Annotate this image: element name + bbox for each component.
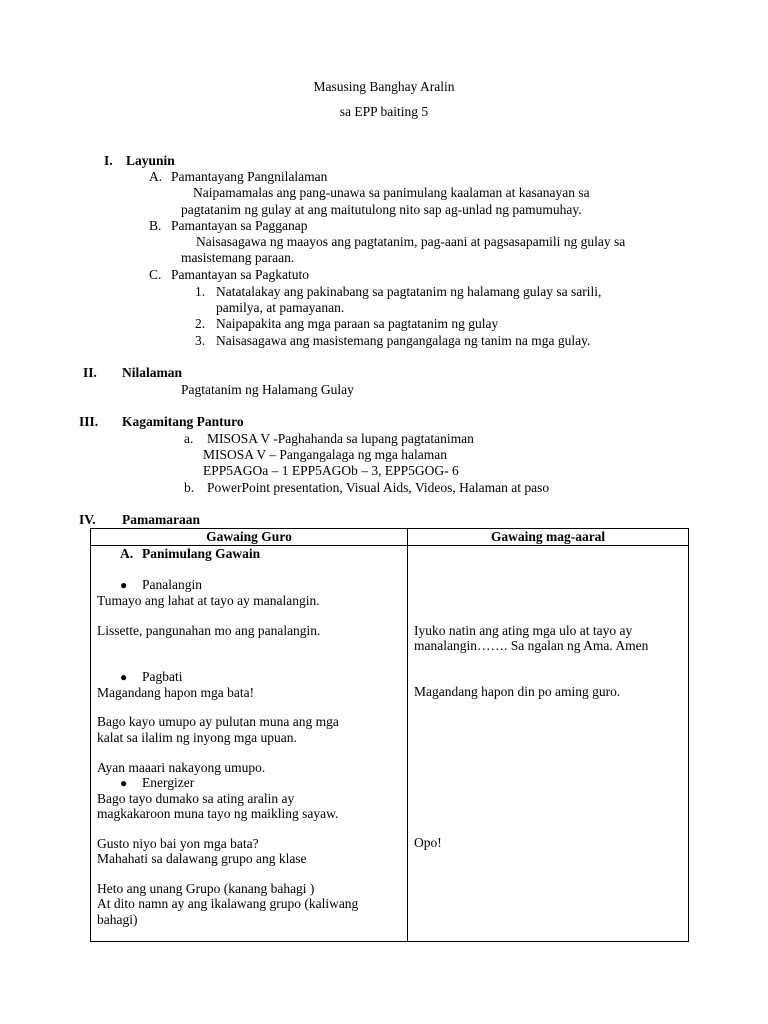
mag-aaral-line: Magandang hapon din po aming guro. — [414, 684, 621, 699]
header-gawaing-guro: Gawaing Guro — [91, 529, 408, 546]
layunin-c3-number: 3. — [195, 333, 206, 348]
guro-sub-heading: Panimulang Gawain — [142, 546, 261, 561]
guro-line: Lissette, pangunahan mo ang panalangin. — [97, 623, 321, 638]
section-heading-kagamitan: Kagamitang Panturo — [122, 414, 244, 429]
guro-line: Tumayo ang lahat at tayo ay manalangin. — [97, 593, 320, 608]
mag-aaral-cell — [408, 546, 689, 942]
guro-bullet-pagbati: Pagbati — [142, 669, 183, 684]
bullet-icon: ● — [120, 776, 128, 790]
guro-line: Heto ang unang Grupo (kanang bahagi ) — [97, 881, 315, 896]
kagamitan-a-line3: EPP5AGOa – 1 EPP5AGOb – 3, EPP5GOG- 6 — [203, 463, 459, 478]
kagamitan-b-letter: b. — [184, 480, 195, 495]
mag-aaral-line: Opo! — [414, 835, 442, 850]
section-number-1: I. — [104, 153, 113, 168]
guro-line: Ayan maaari nakayong umupo. — [97, 760, 266, 775]
layunin-a-letter: A. — [149, 169, 163, 184]
guro-bullet-panalangin: Panalangin — [142, 577, 202, 592]
guro-line: At dito namn ay ang ikalawang grupo (kaliwang — [97, 896, 359, 911]
layunin-a-text-line1: Naipamamalas ang pang-unawa sa panimulang kaalaman at kasanayan sa — [193, 185, 590, 200]
section-number-3: III. — [79, 414, 99, 429]
nilalaman-text: Pagtatanim ng Halamang Gulay — [181, 382, 354, 397]
layunin-c-title: Pamantayan sa Pagkatuto — [171, 267, 309, 282]
guro-line: Bago kayo umupo ay pulutan muna ang mga — [97, 714, 339, 729]
guro-line: Mahahati sa dalawang grupo ang klase — [97, 851, 307, 866]
guro-line: magkakaroon muna tayo ng maikling sayaw. — [97, 806, 339, 821]
guro-line: Bago tayo dumako sa ating aralin ay — [97, 791, 295, 806]
guro-line: Gusto niyo bai yon mga bata? — [97, 836, 259, 851]
section-number-4: IV. — [79, 512, 96, 527]
section-heading-nilalaman: Nilalaman — [122, 365, 183, 380]
table-header-row — [91, 529, 689, 546]
lesson-procedure-table — [90, 528, 689, 942]
document-title: Masusing Banghay Aralin — [313, 79, 455, 94]
guro-line: bahagi) — [97, 912, 138, 927]
layunin-c1-line1: Natatalakay ang pakinabang sa pagtatanim ng halamang gulay sa sarili, — [216, 284, 602, 299]
layunin-c-letter: C. — [149, 267, 162, 282]
layunin-b-text-line1: Naisasagawa ng maayos ang pagtatanim, pag-aani at pagsasapamili ng gulay sa — [196, 234, 626, 249]
layunin-b-text-line2: masistemang paraan. — [181, 250, 295, 265]
layunin-b-letter: B. — [149, 218, 162, 233]
guro-cell — [91, 546, 408, 942]
layunin-c2-text: Naipapakita ang mga paraan sa pagtatanim ng gulay — [216, 316, 499, 331]
layunin-a-title: Pamantayang Pangnilalaman — [171, 169, 328, 184]
header-gawaing-mag-aaral: Gawaing mag-aaral — [408, 529, 689, 546]
guro-bullet-energizer: Energizer — [142, 775, 195, 790]
table-row — [91, 546, 689, 942]
kagamitan-a-line2: MISOSA V – Pangangalaga ng mga halaman — [203, 447, 447, 462]
bullet-icon: ● — [120, 670, 128, 684]
layunin-c1-number: 1. — [195, 284, 206, 299]
guro-line: kalat sa ilalim ng inyong mga upuan. — [97, 730, 297, 745]
layunin-c1-line2: pamilya, at pamayanan. — [216, 300, 345, 315]
layunin-a-text-line2: pagtatanim ng gulay at ang maitutulong nito sap ag-unlad ng pamumuhay. — [181, 202, 582, 217]
bullet-icon: ● — [120, 578, 128, 592]
layunin-c3-text: Naisasagawa ang masistemang pangangalaga ng tanim na mga gulay. — [216, 333, 591, 348]
mag-aaral-line: manalangin……. Sa ngalan ng Ama. Amen — [414, 638, 649, 653]
section-number-2: II. — [83, 365, 97, 380]
kagamitan-b-line1: PowerPoint presentation, Visual Aids, Videos, Halaman at paso — [207, 480, 550, 495]
kagamitan-a-line1: MISOSA V -Paghahanda sa lupang pagtataniman — [207, 431, 474, 446]
layunin-c2-number: 2. — [195, 316, 206, 331]
guro-sub-letter: A. — [120, 546, 134, 561]
mag-aaral-line: Iyuko natin ang ating mga ulo at tayo ay — [414, 623, 633, 638]
guro-line: Magandang hapon mga bata! — [97, 685, 255, 700]
layunin-b-title: Pamantayan sa Pagganap — [171, 218, 308, 233]
section-heading-layunin: Layunin — [126, 153, 175, 168]
section-heading-pamamaraan: Pamamaraan — [122, 512, 200, 527]
kagamitan-a-letter: a. — [184, 431, 194, 446]
document-subtitle: sa EPP baiting 5 — [339, 104, 429, 119]
